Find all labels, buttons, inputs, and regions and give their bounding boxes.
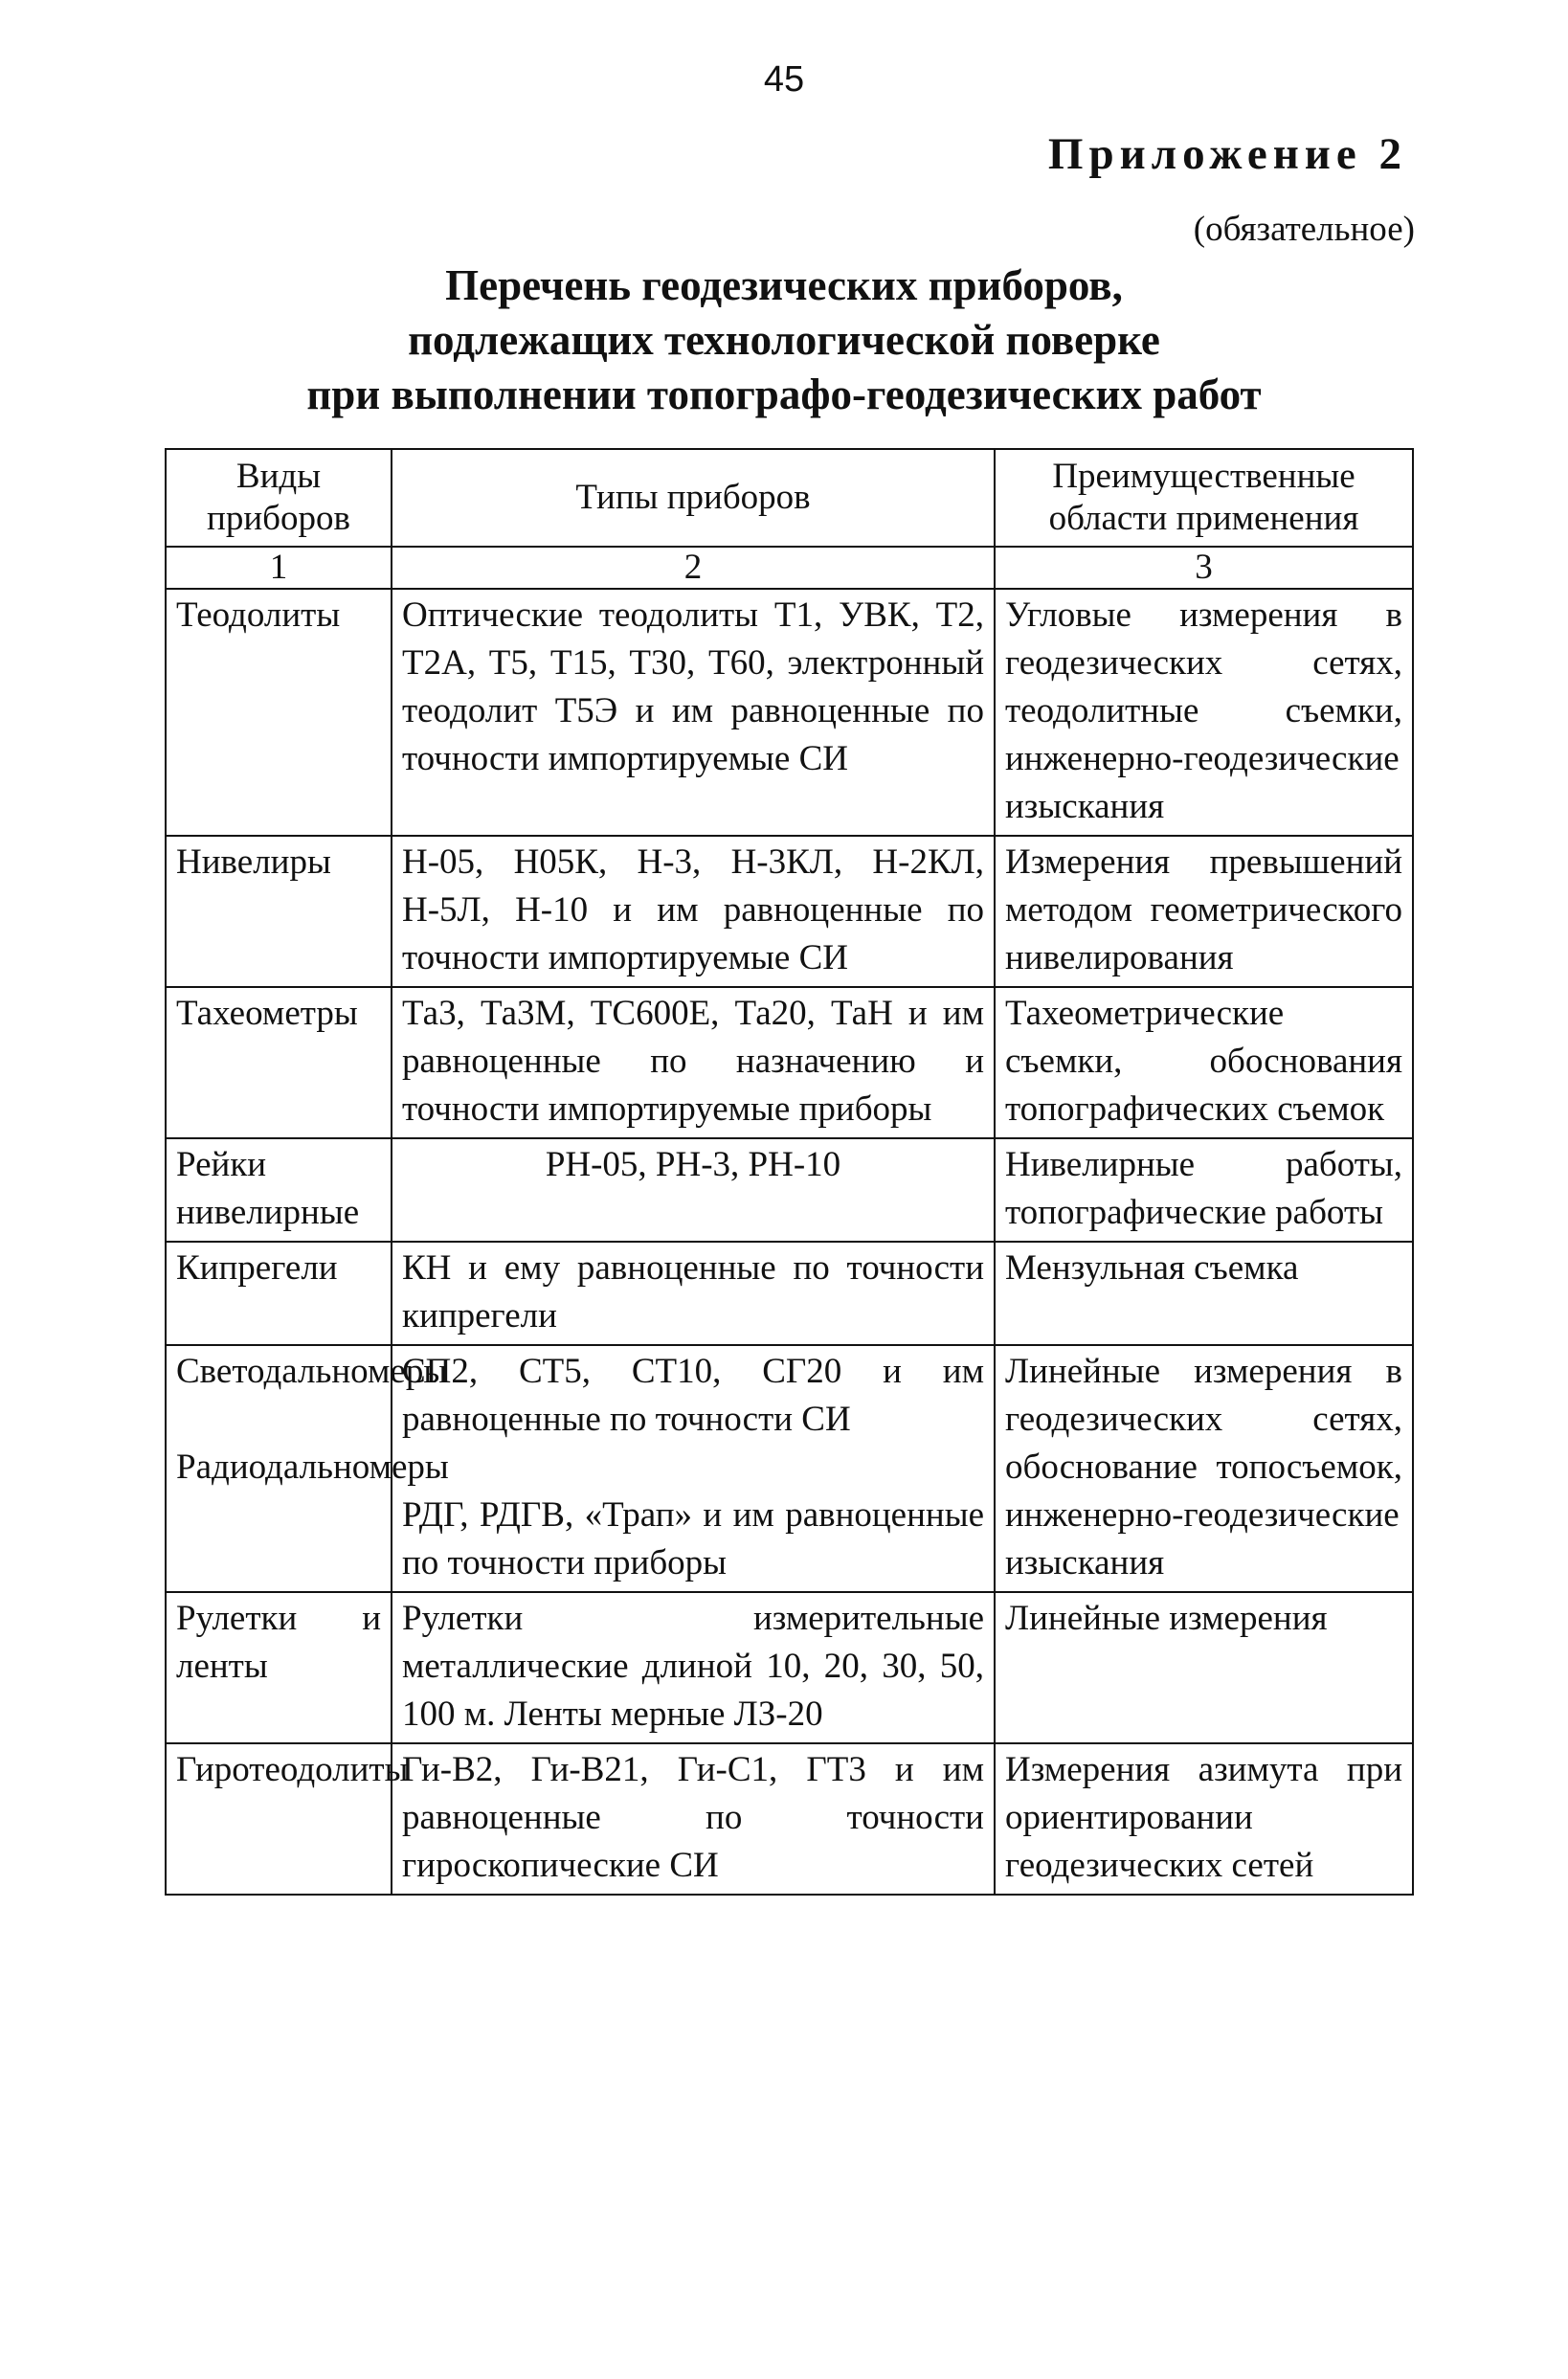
device-kind: Теодолиты xyxy=(166,589,392,836)
devices-table xyxy=(165,448,1414,1896)
table-row xyxy=(166,1345,1413,1592)
device-types: Ги-В2, Ги-В21, Ги-С1, ГТ3 и им равноценные по точности гироскопические СИ xyxy=(392,1743,995,1895)
device-types: КН и ему равноценные по точности кипрегели xyxy=(392,1242,995,1345)
device-application: Линейные измерения в геодезических сетях, обоснование топосъемок, инженерно-геодезические изыскания xyxy=(995,1345,1413,1592)
device-kind: Кипрегели xyxy=(166,1242,392,1345)
table-row xyxy=(166,1592,1413,1743)
column-number: 3 xyxy=(995,547,1413,589)
device-kind: Светодальномеры xyxy=(176,1352,448,1391)
device-kind: Рулетки и ленты xyxy=(166,1592,392,1743)
device-kind: Рейки нивелирные xyxy=(166,1138,392,1242)
header-types: Типы приборов xyxy=(392,449,995,547)
device-application: Измерения превышений методом геометрического нивелирования xyxy=(995,836,1413,987)
device-application: Линейные измерения xyxy=(995,1592,1413,1743)
column-number: 1 xyxy=(166,547,392,589)
device-types: Рулетки измерительные металлические длиной 10, 20, 30, 50, 100 м. Ленты мерные ЛЗ-20 xyxy=(392,1592,995,1743)
document-title-line: Перечень геодезических приборов, xyxy=(445,261,1123,309)
device-types: Оптические теодолиты Т1, УВК, Т2, Т2А, Т5, Т15, Т30, Т60, электронный теодолит Т5Э и им равноценные по точности импортируемые СИ xyxy=(392,589,995,836)
device-kind: Радиодальномеры xyxy=(176,1448,449,1487)
device-application: Угловые измерения в геодезических сетях, теодолитные съемки, инженерно-геодезические изыскания xyxy=(995,589,1413,836)
appendix-title: Приложение 2 xyxy=(1047,129,1407,179)
column-number-row xyxy=(166,547,1413,589)
device-kind: Тахеометры xyxy=(166,987,392,1138)
table-row xyxy=(166,589,1413,836)
device-types: РН-05, РН-3, РН-10 xyxy=(392,1138,995,1242)
device-types: Н-05, Н05К, Н-3, Н-3КЛ, Н-2КЛ, Н-5Л, Н-10 и им равноценные по точности импортируемые СИ xyxy=(392,836,995,987)
header-application: Преимущественные области применения xyxy=(995,449,1413,547)
table-header-row xyxy=(166,449,1413,547)
device-application: Нивелирные работы, топографические работы xyxy=(995,1138,1413,1242)
device-kind: Гиротеодолиты xyxy=(166,1743,392,1895)
document-title xyxy=(0,258,1568,422)
device-application: Тахеометрические съемки, обоснования топографических съемок xyxy=(995,987,1413,1138)
header-kind: Виды приборов xyxy=(166,449,392,547)
device-types: СП2, СТ5, СТ10, СГ20 и им равноценные по точности СИ xyxy=(402,1352,984,1439)
device-kind: Нивелиры xyxy=(166,836,392,987)
page-number: 45 xyxy=(763,59,805,100)
table-row xyxy=(166,836,1413,987)
device-types-cell xyxy=(392,1345,995,1592)
column-number: 2 xyxy=(392,547,995,589)
device-kind-cell xyxy=(166,1345,449,1592)
appendix-status: (обязательное) xyxy=(1193,210,1415,249)
device-application: Мензульная съемка xyxy=(995,1242,1413,1345)
document-title-line: подлежащих технологической поверке xyxy=(408,316,1160,364)
document-title-line: при выполнении топографо-геодезических работ xyxy=(306,370,1262,418)
table-row xyxy=(166,1242,1413,1345)
device-types: РДГ, РДГВ, «Трап» и им равноценные по точности приборы xyxy=(402,1495,984,1582)
device-types: Та3, Та3М, ТС600Е, Та20, ТаН и им равноценные по назначению и точности импортируемые приборы xyxy=(392,987,995,1138)
table-row xyxy=(166,1138,1413,1242)
table-row xyxy=(166,1743,1413,1895)
table-row xyxy=(166,987,1413,1138)
device-application: Измерения азимута при ориентировании геодезических сетей xyxy=(995,1743,1413,1895)
